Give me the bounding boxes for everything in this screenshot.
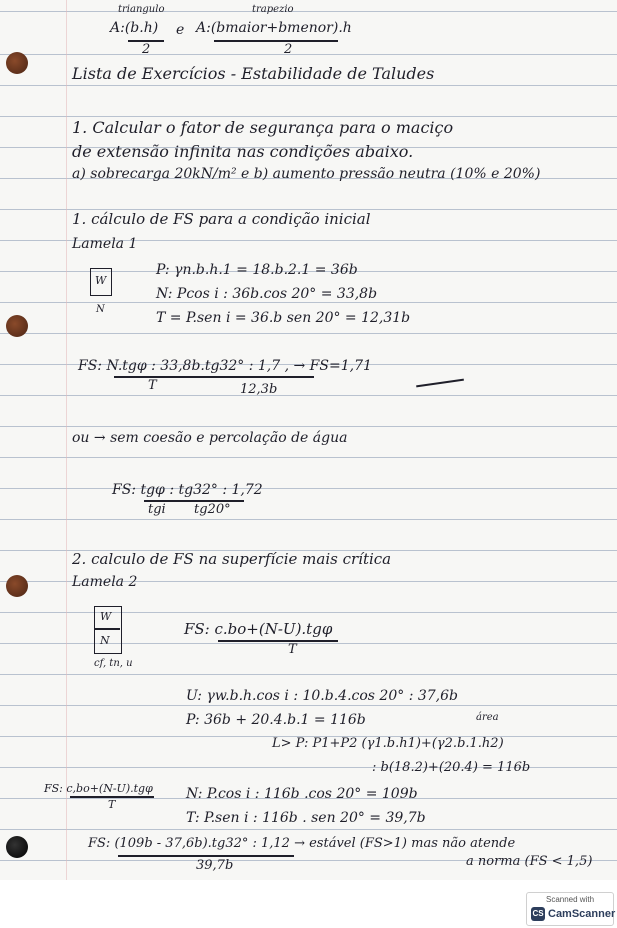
result-underline [416,379,464,387]
problem-line: 1. Calcular o fator de segurança para o maciço [72,118,454,137]
note-line: ou → sem coesão e percolação de água [72,430,348,446]
page-title: Lista de Exercícios - Estabilidade de Taludes [72,64,435,83]
watermark-caption: Scanned with [545,895,595,904]
section-heading: 2. calculo de FS na superfície mais crítica [72,550,392,568]
diagram-label: W [95,274,107,287]
final-equation: FS: (109b - 37,6b).tg32° : 1,12 → estável (FS>1) mas não atende [88,836,516,851]
equation: FS: tgφ : tg32° : 1,72 [112,482,263,498]
triangle-formula: A:(b.h) [110,20,159,36]
side-note: FS: c,bo+(N-U).tgφ [44,782,153,795]
trapezoid-formula: A:(bmaior+bmenor).h [196,20,352,36]
fraction-denominator: tgi [148,502,166,517]
equation: T: P.sen i : 116b . sen 20° = 39,7b [186,810,426,826]
binder-hole [6,575,28,597]
equation: P: 36b + 20.4.b.1 = 116b [186,712,366,728]
triangle-denominator: 2 [142,42,151,57]
side-note-denominator: T [108,798,116,811]
equation: FS: c.bo+(N-U).tgφ [184,620,333,638]
binder-hole [6,836,28,858]
equation: T = P.sen i = 36.b sen 20° = 12,31b [156,310,411,326]
equation: N: Pcos i : 36b.cos 20° = 33,8b [156,286,378,302]
binder-hole [6,52,28,74]
scan-footer [0,880,617,928]
lamela-label: Lamela 1 [72,236,138,252]
margin-line [66,0,67,880]
annotation: área [476,712,499,723]
fraction-bar [214,40,338,42]
fraction-bar [218,640,338,642]
binder-hole [6,315,28,337]
trapezoid-label: trapezio [252,4,294,15]
fraction-denominator: 39,7b [196,858,234,873]
diagram-label: W [100,610,112,623]
trapezoid-denominator: 2 [284,42,293,57]
fraction-denominator: tg20° [194,502,231,517]
diagram-label: N [100,634,110,647]
fraction-denominator: T [148,378,157,393]
section-heading: 1. cálculo de FS para a condição inicial [72,210,371,228]
fraction-bar [118,855,294,857]
fraction-denominator: 12,3b [240,382,278,397]
triangle-label: triangulo [118,4,165,15]
equation: L> P: P1+P2 (γ1.b.h1)+(γ2.b.1.h2) [272,736,504,751]
diagram-label: cf, tn, u [94,658,133,669]
camscanner-watermark [526,892,614,926]
equation: U: γw.b.h.cos i : 10.b.4.cos 20° : 37,6b [186,688,458,704]
equation: P: γn.b.h.1 = 18.b.2.1 = 36b [156,262,358,278]
problem-line: de extensão infinita nas condições abaixo. [72,142,414,161]
lamela-label: Lamela 2 [72,574,138,590]
connector-text: e [176,22,185,38]
fraction-denominator: T [288,642,297,657]
fraction-bar [114,376,314,378]
diagram-divider [94,628,120,630]
camscanner-logo-icon: CS [531,907,545,921]
watermark-app-name: CamScanner [548,908,616,920]
final-note: a norma (FS < 1,5) [466,854,593,869]
equation: FS: N.tgφ : 33,8b.tg32° : 1,7 , → FS=1,71 [78,358,372,374]
equation: : b(18.2)+(20.4) = 116b [372,760,531,775]
problem-line: a) sobrecarga 20kN/m² e b) aumento pressão neutra (10% e 20%) [72,166,541,182]
equation: N: P.cos i : 116b .cos 20° = 109b [186,786,418,802]
diagram-sub: N [96,304,105,315]
